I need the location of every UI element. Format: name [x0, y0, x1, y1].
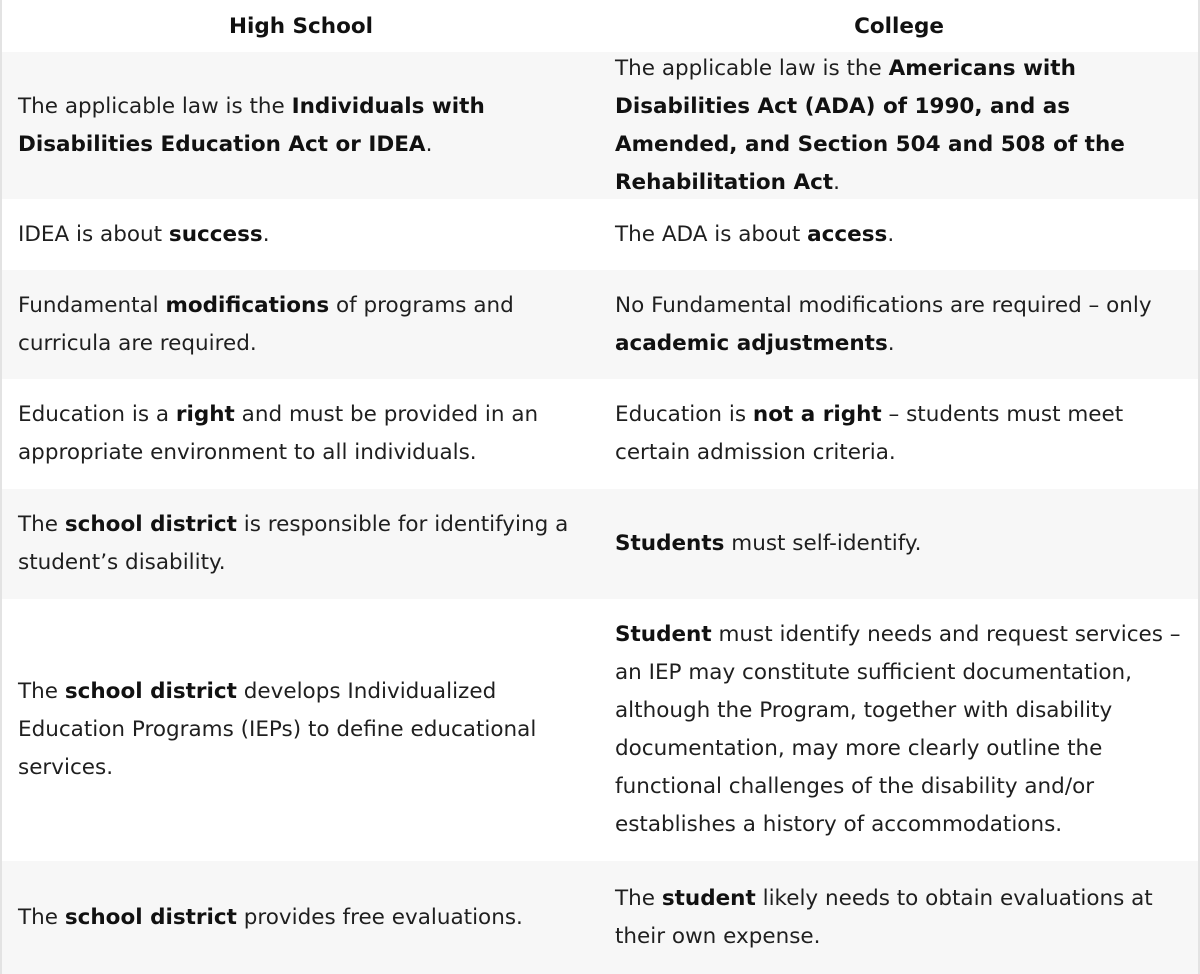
table-row	[2, 270, 1198, 379]
high-school-cell	[18, 199, 578, 270]
text-segment: must identify needs and request services – an IEP may constitute sufficient documentation, although the Program, together with disability documentation, may more clearly outline the functional challenges of the disability and/or establishes a history of accommodations.	[615, 622, 1181, 837]
bold-text: school district	[64, 904, 237, 930]
cell-text	[18, 216, 270, 254]
cell-text	[615, 396, 1195, 472]
text-segment: .	[833, 169, 840, 195]
bold-text: school district	[64, 679, 237, 704]
cell-text	[615, 50, 1195, 202]
college-cell	[615, 52, 1195, 199]
college-cell	[615, 861, 1195, 974]
text-segment: must self-identify.	[724, 531, 922, 556]
cell-text	[615, 287, 1195, 363]
text-segment: .	[887, 330, 895, 356]
text-segment: provides free evaluations.	[236, 904, 523, 930]
cell-text	[615, 525, 921, 563]
header-high-school: High School	[229, 13, 373, 39]
header-college: College	[854, 13, 944, 39]
bold-text: right	[175, 402, 235, 427]
table-row	[2, 861, 1198, 974]
text-segment: is responsible for identifying a student’s disability.	[18, 512, 569, 575]
text-segment: – students must meet certain admission criteria.	[615, 402, 1124, 465]
college-cell	[615, 199, 1195, 270]
high-school-cell	[18, 270, 578, 379]
text-segment: Fundamental	[18, 292, 166, 318]
table-row	[2, 489, 1198, 599]
high-school-cell	[18, 489, 578, 599]
text-segment: The applicable law is the	[18, 93, 292, 119]
text-segment: and must be provided in an appropriate environment to all individuals.	[18, 402, 539, 465]
high-school-cell	[18, 379, 578, 489]
cell-text	[615, 216, 894, 254]
text-segment: IDEA is about	[18, 221, 169, 247]
college-cell	[615, 489, 1195, 599]
cell-text	[18, 287, 578, 363]
text-segment: The	[18, 679, 65, 704]
cell-text	[18, 673, 578, 787]
text-segment: The	[18, 512, 65, 537]
bold-text: Americans with Disabilities Act (ADA) of 1990, and as Amended, and Section 504 and 508 of the Rehabilitation Act	[615, 55, 1125, 195]
bold-text: school district	[64, 512, 237, 537]
bold-text: Students	[615, 531, 725, 556]
bold-text: not a right	[752, 402, 882, 427]
college-cell	[615, 270, 1195, 379]
high-school-cell	[18, 861, 578, 974]
bold-text: access	[807, 221, 888, 247]
table-row	[2, 52, 1198, 199]
high-school-cell	[18, 52, 578, 199]
text-segment: .	[262, 221, 270, 247]
bold-text: success	[168, 221, 263, 247]
bold-text: modifications	[165, 292, 330, 318]
table-row	[2, 199, 1198, 270]
table-row	[2, 599, 1198, 861]
cell-text	[18, 88, 578, 164]
college-cell	[615, 599, 1195, 861]
text-segment: The	[18, 904, 65, 930]
text-segment: likely needs to obtain evaluations at their own expense.	[615, 885, 1153, 949]
cell-text	[18, 506, 578, 582]
cell-text	[615, 616, 1195, 844]
cell-text	[18, 396, 578, 472]
high-school-cell	[18, 599, 578, 861]
cell-text	[18, 899, 523, 937]
text-segment: .	[887, 221, 895, 247]
text-segment: .	[425, 131, 433, 157]
cell-text	[615, 880, 1195, 956]
text-segment: Education is	[615, 402, 753, 427]
text-segment: The	[615, 885, 662, 911]
bold-text: student	[661, 885, 756, 911]
text-segment: Education is a	[18, 402, 176, 427]
table-header	[2, 0, 1198, 52]
bold-text: Individuals with Disabilities Education Act or IDEA	[18, 93, 485, 157]
text-segment: develops Individualized Education Programs (IEPs) to define educational services.	[18, 679, 537, 780]
table-row	[2, 379, 1198, 489]
text-segment: The applicable law is the	[615, 55, 889, 81]
text-segment: No Fundamental modifications are required – only	[615, 292, 1152, 318]
text-segment: The ADA is about	[615, 221, 808, 247]
college-cell	[615, 379, 1195, 489]
bold-text: Student	[615, 622, 712, 647]
bold-text: academic adjustments	[615, 330, 888, 356]
text-segment: of programs and curricula are required.	[18, 292, 514, 356]
